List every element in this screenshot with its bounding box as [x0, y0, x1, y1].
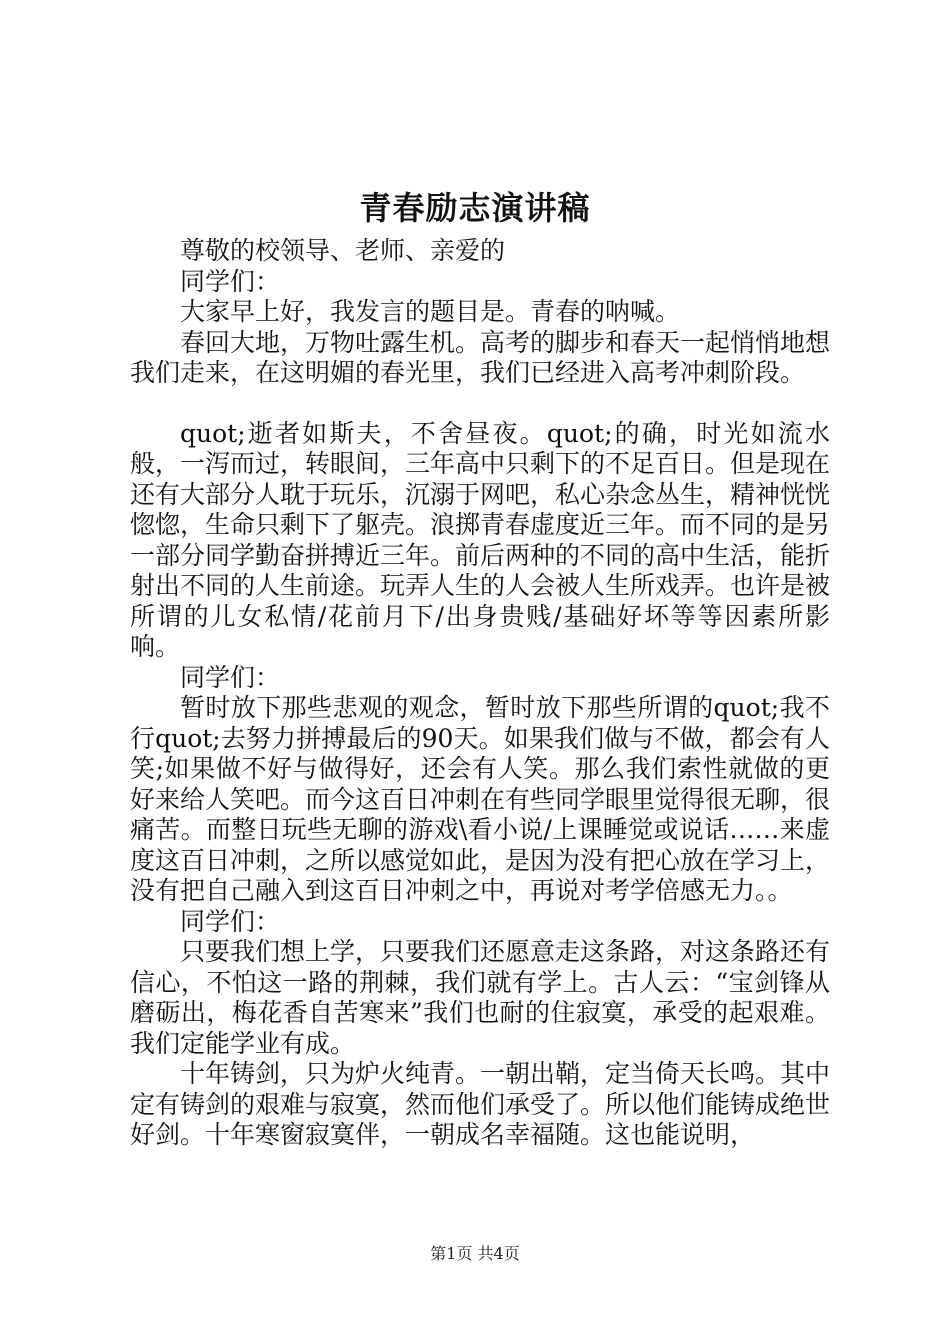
page-footer: 第1页 共4页	[430, 1244, 520, 1263]
document-title: 青春励志演讲稿	[359, 189, 591, 227]
body-paragraph: 十年铸剑，只为炉火纯青。一朝出鞘，定当倚天长鸣。其中定有铸剑的艰难与寂寞，然而他们承受了。所以他们能铸成绝世好剑。十年寒窗寂寞伴，一朝成名幸福随。这也能说明，	[130, 1059, 831, 1149]
document-body	[130, 236, 830, 1151]
address-line: 同学们：	[180, 906, 281, 936]
salutation-line-1: 尊敬的校领导、老师、亲爱的	[180, 236, 506, 265]
paragraph-gap	[130, 389, 830, 419]
greeting-paragraph: 大家早上好，我发言的题目是。青春的呐喊。	[180, 297, 681, 326]
body-paragraph: 春回大地，万物吐露生机。高考的脚步和春天一起悄悄地想我们走来，在这明媚的春光里，我们已经进入高考冲刺阶段。	[130, 327, 831, 387]
body-paragraph: quot;逝者如斯夫，不舍昼夜。quot;的确，时光如流水般，一泻而过，转眼间，三年高中只剩下的不足百日。但是现在还有大部分人耽于玩乐，沉溺于网吧，私心杂念丛生，精神恍恍惚惚，生命只剩下了躯壳。浪掷青春虚度近三年。而不同的是另一部分同学勤奋拼搏近三年。前后两种的不同的高中生活，能折射出不同的人生前途。玩弄人生的人会被人生所戏弄。也许是被所谓的儿女私情/花前月下/出身贵贱/基础好坏等等因素所影响。	[130, 418, 831, 661]
salutation-line-2: 同学们：	[180, 266, 281, 296]
address-line: 同学们：	[180, 662, 281, 692]
body-paragraph: 只要我们想上学，只要我们还愿意走这条路，对这条路还有信心，不怕这一路的荆棘，我们就有学上。古人云：“宝剑锋从磨砺出，梅花香自苦寒来”我们也耐的住寂寞，承受的起艰难。我们定能学业有成。	[130, 937, 831, 1058]
body-paragraph: 暂时放下那些悲观的观念，暂时放下那些所谓的quot;我不行quot;去努力拼搏最后的90天。如果我们做与不做，都会有人笑;如果做不好与做得好，还会有人笑。那么我们索性就做的更好来给人笑吧。而今这百日冲刺在有些同学眼里觉得很无聊，很痛苦。而整日玩些无聊的游戏\看小说/上课睡觉或说话……来虚度这百日冲刺，之所以感觉如此，是因为没有把心放在学习上，没有把自己融入到这百日冲刺之中，再说对考学倍感无力。。	[130, 693, 831, 905]
